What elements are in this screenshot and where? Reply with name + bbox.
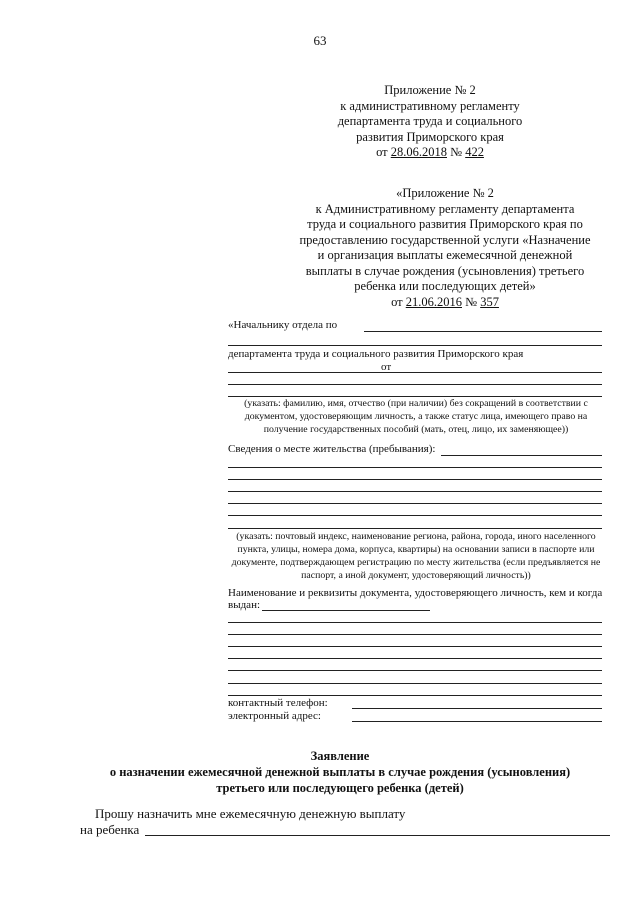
appendix-inner-line4: предоставлению государственной услуги «Назначение (299, 232, 591, 247)
id-document-field-4[interactable] (228, 658, 602, 659)
appendix-top (330, 83, 530, 161)
page-number: 63 (313, 33, 327, 48)
appendix-top-date-line (330, 145, 530, 161)
addressee-head-label: «Начальнику отдела по (228, 319, 338, 331)
id-document-field-0[interactable] (262, 610, 430, 611)
appendix-inner-line6: выплаты в случае рождения (усыновления) третьего (305, 263, 585, 278)
statement-title-line2: о назначении ежемесячной денежной выплаты в случае рождения (усыновления) (109, 765, 571, 779)
addressee-dept-field[interactable] (228, 345, 602, 346)
statement-body-line1: Прошу назначить мне ежемесячную денежную выплату (95, 806, 406, 821)
statement-title-line1: Заявление (310, 749, 370, 763)
appendix-top-line1: Приложение № 2 (384, 83, 476, 97)
residence-hint: (указать: почтовый индекс, наименование региона, района, города, иного населенного пункта, улицы, номера дома, корпуса, квартиры) на основании записи в паспорте или документе, подтверждающем регистрацию по месту жительства (если предъявляется не паспорт, а иной документ, удостоверяющий личность)) (231, 531, 601, 581)
applicant-name-field-2[interactable] (228, 384, 602, 385)
phone-label: контактный телефон: (228, 697, 328, 709)
id-document-field-1[interactable] (228, 622, 602, 623)
addressee-dept-label: департамента труда и социального развития Приморского края (228, 348, 524, 360)
addressee-from-label: от (381, 361, 392, 373)
appendix-inner-line2: к Административному регламенту департамента (315, 201, 575, 216)
residence-field-6[interactable] (228, 528, 602, 529)
email-field[interactable] (352, 721, 602, 722)
appendix-top-line3: департамента труда и социального (337, 114, 523, 128)
number-prefix: № (447, 145, 466, 159)
appendix-top-date: 28.06.2018 (390, 145, 447, 159)
statement-body-line2: на ребенка (80, 822, 140, 837)
number-prefix: № (462, 294, 481, 309)
appendix-inner-date: 21.06.2016 (405, 294, 462, 309)
appendix-top-line2: к административному регламенту (340, 98, 520, 113)
addressee-head-field[interactable] (364, 331, 602, 332)
appendix-top-number: 422 (465, 145, 484, 159)
phone-field[interactable] (352, 708, 602, 709)
applicant-name-field-1[interactable] (228, 372, 602, 373)
appendix-top-line4: развития Приморского края (356, 129, 504, 144)
appendix-inner-line7: ребенка или последующих детей» (354, 279, 536, 293)
id-document-field-6[interactable] (228, 683, 602, 684)
residence-field-4[interactable] (228, 503, 602, 504)
date-prefix: от (391, 294, 406, 309)
residence-field-0[interactable] (441, 455, 602, 456)
id-document-field-7[interactable] (228, 695, 602, 696)
child-name-field[interactable] (145, 835, 610, 836)
residence-label: Сведения о месте жительства (пребывания): (228, 443, 436, 455)
residence-field-1[interactable] (228, 467, 602, 468)
applicant-name-hint: (указать: фамилию, имя, отчество (при наличии) без сокращений в соответствии с документом, удостоверяющим личность, а также статус лица, имеющего право на получение государственных пособий (мать, отец, лицо, их заменяющее)) (244, 398, 588, 435)
residence-field-3[interactable] (228, 491, 602, 492)
residence-field-5[interactable] (228, 515, 602, 516)
statement-title (60, 748, 620, 796)
appendix-inner-number: 357 (480, 294, 499, 309)
id-document-field-3[interactable] (228, 646, 602, 647)
id-document-field-5[interactable] (228, 670, 602, 671)
appendix-inner (285, 186, 605, 310)
id-document-field-2[interactable] (228, 634, 602, 635)
date-prefix: от (376, 145, 391, 159)
appendix-inner-line1: «Приложение № 2 (396, 186, 494, 200)
id-document-label-line1: Наименование и реквизиты документа, удостоверяющего личность, кем и когда (228, 587, 603, 599)
email-label: электронный адрес: (228, 710, 321, 722)
statement-title-line3: третьего или последующего ребенка (детей) (216, 781, 464, 795)
appendix-inner-line3: труда и социального развития Приморского края по (307, 217, 583, 231)
appendix-inner-date-line (285, 295, 605, 311)
residence-field-2[interactable] (228, 479, 602, 480)
id-document-label-line2: выдан: (228, 599, 261, 611)
appendix-inner-line5: и организация выплаты ежемесячной денежной (317, 248, 573, 262)
